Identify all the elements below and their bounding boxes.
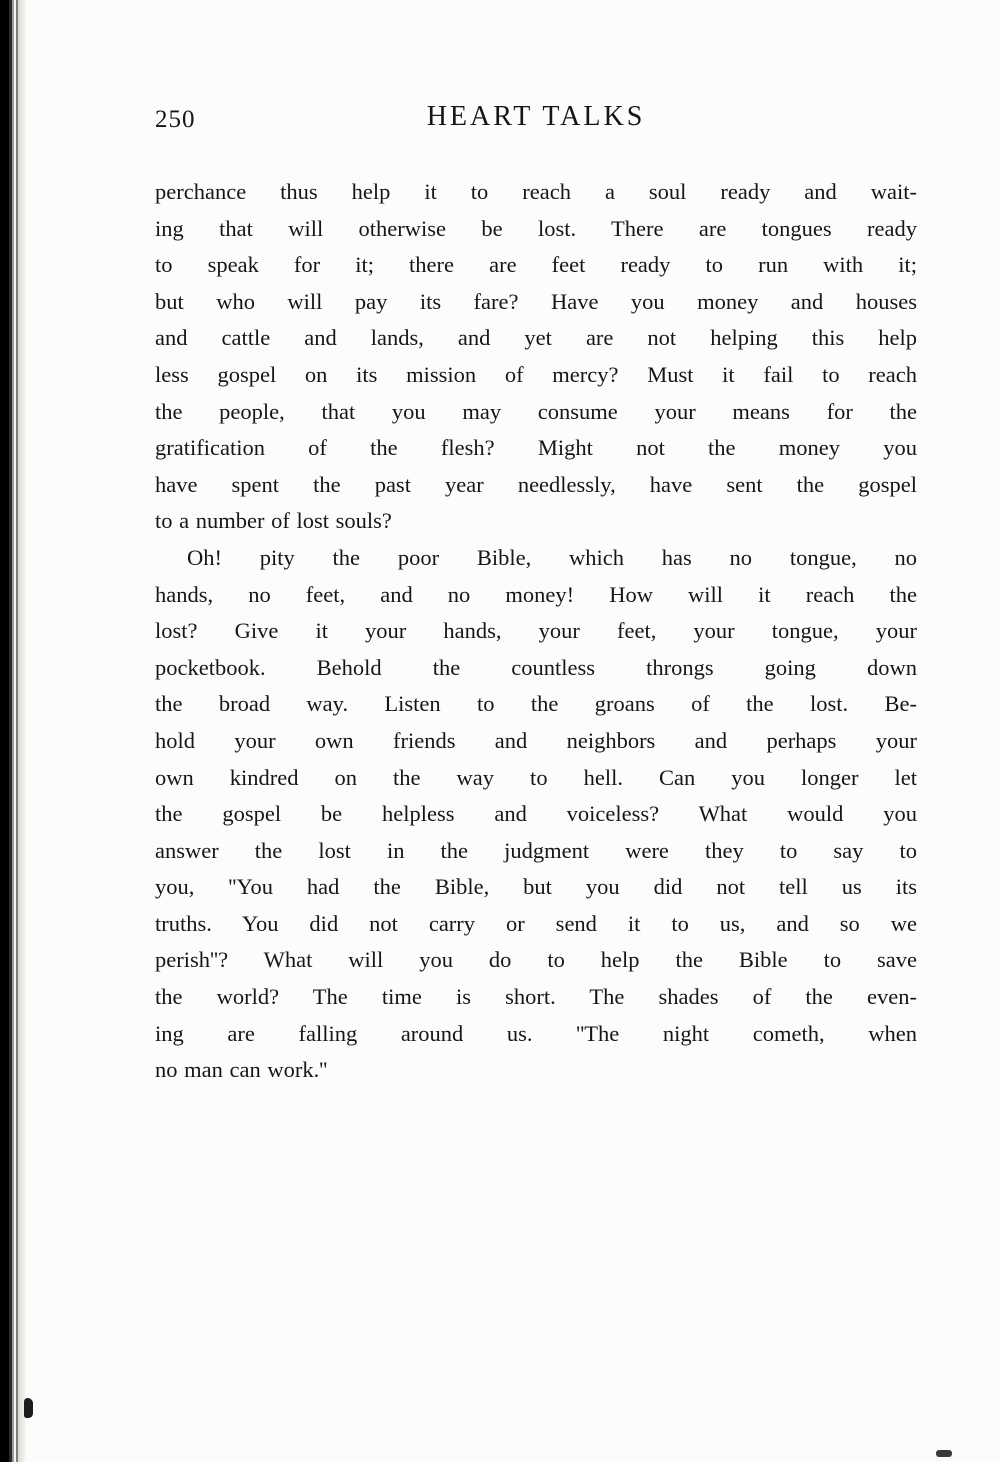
text-line: and cattle and lands, and yet are not helping this help: [155, 325, 917, 351]
text-line: lost? Give it your hands, your feet, your tongue, your: [155, 618, 917, 644]
text-line: you, ''You had the Bible, but you did not tell us its: [155, 874, 917, 900]
text-line: less gospel on its mission of mercy? Must it fail to reach: [155, 361, 917, 387]
text-line: answer the lost in the judgment were they to say to: [155, 837, 917, 863]
text-line: the people, that you may consume your means for the: [155, 398, 917, 424]
text-line: but who will pay its fare? Have you money and houses: [155, 288, 917, 314]
body-text: [155, 174, 917, 1089]
text-line: own kindred on the way to hell. Can you longer let: [155, 764, 917, 790]
text-line: the broad way. Listen to the groans of the lost. Be-: [155, 691, 917, 717]
text-line: ing that will otherwise be lost. There are tongues ready: [155, 215, 917, 241]
text-line: to speak for it; there are feet ready to run with it;: [155, 252, 917, 278]
text-line: the gospel be helpless and voiceless? What would you: [155, 801, 917, 827]
text-line: truths. You did not carry or send it to us, and so we: [155, 910, 917, 936]
text-line: hands, no feet, and no money! How will it reach the: [155, 581, 917, 607]
scan-artifact: [936, 1450, 952, 1457]
text-line: ing are falling around us. ''The night cometh, when: [155, 1020, 917, 1046]
text-line: to a number of lost souls?: [155, 508, 392, 534]
text-line: the world? The time is short. The shades of the even-: [155, 984, 917, 1010]
text-line: Oh! pity the poor Bible, which has no tongue, no: [187, 544, 917, 570]
scan-binding-shadow: [0, 0, 26, 1462]
page-title: HEART TALKS: [426, 101, 646, 132]
text-line: hold your own friends and neighbors and perhaps your: [155, 727, 917, 753]
page-number: 250: [155, 106, 196, 133]
text-line: perish''? What will you do to help the Bible to save: [155, 947, 917, 973]
scan-artifact: [24, 1398, 33, 1418]
text-line: perchance thus help it to reach a soul ready and wait-: [155, 179, 917, 204]
text-line: gratification of the flesh? Might not the money you: [155, 435, 917, 461]
text-line: have spent the past year needlessly, have sent the gospel: [155, 471, 917, 497]
text-line: pocketbook. Behold the countless throngs going down: [155, 654, 917, 680]
text-line: no man can work.'': [155, 1057, 328, 1083]
